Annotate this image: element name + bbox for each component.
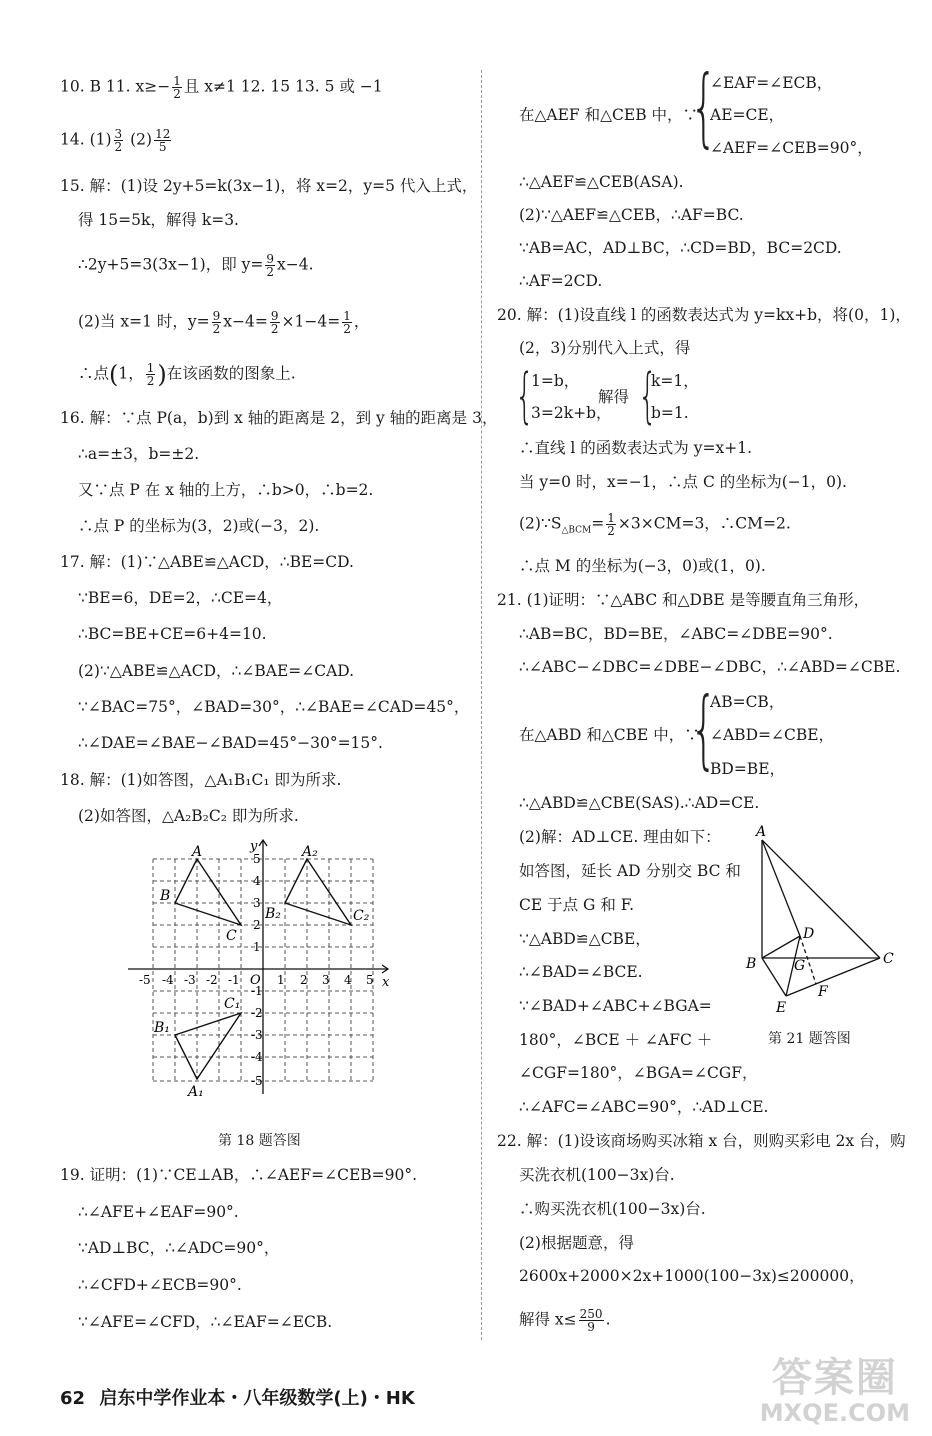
answer-line: ∴点 M 的坐标为(−3，0)或(1，0). [519,557,766,575]
svg-text:5: 5 [253,852,261,866]
brace-icon: { [638,361,658,431]
label-c: C [883,951,894,967]
triangle-a1b1c1 [175,1013,241,1079]
answer-line: ∴直线 l 的函数表达式为 y=x+1. [519,439,753,457]
answer-line: ∵BE=6，DE=2，∴CE=4， [78,589,283,607]
fraction: $\frac{1}{2}$ [343,309,351,336]
svg-text:A₁: A₁ [188,1084,204,1100]
y-tick-labels [251,852,263,1088]
svg-text:2: 2 [253,918,261,932]
label-d: D [803,926,815,942]
answer-line: (2)如答图，△A₂B₂C₂ 即为所求. [78,807,299,825]
fraction: $\frac{1}{2}$ [173,74,181,101]
figure-18-caption: 第 18 题答图 [218,1133,301,1149]
label-a: A [756,824,767,840]
book-title: 启东中学作业本・八年级数学(上)・HK [99,1388,415,1409]
figure-18-grid [120,832,410,1112]
answer-line: 2600x+2000×2x+1000(100−3x)≤200000， [519,1267,865,1285]
answer-line: ∴∠ABC−∠DBC=∠DBE−∠DBC，∴∠ABD=∠CBE. [519,658,901,676]
svg-text:-1: -1 [228,973,240,987]
svg-text:-2: -2 [206,973,218,987]
svg-text:2: 2 [300,973,308,987]
label-f: F [818,984,828,1000]
svg-text:1: 1 [253,940,261,954]
fraction: $\frac{1}{2}$ [607,511,615,538]
origin-label: O [250,973,261,988]
answer-line-14: 14. (1) $\frac{3}{2}$ (2) $\frac{12}{5}$ [60,127,171,154]
svg-text:-3: -3 [251,1028,263,1042]
svg-text:A: A [192,844,203,860]
label-e: E [776,1000,787,1016]
answer-line: 16. 解：∵点 P(a，b)到 x 轴的距离是 2，到 y 轴的距离是 3， [60,409,498,427]
svg-text:-3: -3 [184,973,196,987]
answer-line: ∵△ABD≌△CBE， [519,930,651,948]
answer-line: AB=CB， [710,693,785,711]
svg-text:4: 4 [344,973,352,987]
brace-icon: { [690,679,718,779]
segment-bd [762,936,800,958]
svg-text:A₂: A₂ [302,844,318,860]
answer-line: BD=BE， [710,760,786,778]
answer-line: (2)解：AD⊥CE. 理由如下： [519,828,721,846]
y-axis-label: y [250,839,258,854]
answer-line: 在△AEF 和△CEB 中，∵ [519,106,699,124]
svg-text:B: B [160,888,171,904]
answer-line: b=1. [651,404,689,422]
fraction: $\frac{9}{2}$ [212,309,221,336]
answer-line: (2)∵△ABE≌△ACD，∴∠BAE=∠CAD. [78,662,355,680]
answer-line: ∠ABD=∠CBE， [710,726,835,744]
answer-line: ∵AB=AC，AD⊥BC，∴CD=BD，BC=2CD. [519,239,842,257]
answer-line: $(2)\because S_{\triangle BCM}=$ $\frac{1}{2}$ ×3×CM=3，∴CM=2. [519,511,791,538]
figure-21-caption: 第 21 题答图 [768,1031,851,1047]
answer-line: AE=CE， [710,106,785,124]
answer-line: 在△ABD 和△CBE 中，∵ [519,726,700,744]
answer-line: ∴AF=2CD. [519,272,603,290]
answer-line: ∴2y+5=3(3x−1)，即 y= $\frac{9}{2}$ x−4. [78,252,314,279]
figure-21 [740,818,910,1018]
answer-line: ∴购买洗衣机(100−3x)台. [519,1200,706,1218]
svg-text:C: C [226,928,237,944]
answer-line: 17. 解：(1)∵△ABE≌△ACD，∴BE=CD. [60,553,354,571]
answer-line: (2)根据题意，得 [519,1234,634,1252]
svg-text:1: 1 [277,973,285,987]
svg-text:B₂: B₂ [265,906,281,922]
answer-line: 18. 解：(1)如答图，△A₁B₁C₁ 即为所求. [60,771,342,789]
answer-line: 21. (1)证明：∵△ABC 和△DBE 是等腰直角三角形， [497,591,870,609]
answer-line: 1=b， [531,372,580,390]
answer-line: ∵∠AFE=∠CFD，∴∠EAF=∠ECB. [78,1313,333,1331]
brace-icon: { [690,57,718,157]
label-g: G [794,958,806,974]
fraction: $\frac{12}{5}$ [155,127,171,154]
fraction: $\frac{250}{9}$ [579,1307,603,1334]
answer-line: ∠EAF=∠ECB， [710,74,833,92]
answer-line: ∴AB=BC，BD=BE，∠ABC=∠DBE=90°. [519,625,833,643]
svg-text:-5: -5 [251,1074,263,1088]
answer-line: (2)∵△AEF≌△CEB，∴AF=BC. [519,206,744,224]
segment-ac [762,840,880,958]
triangle-abc [175,859,241,925]
svg-text:-2: -2 [251,1006,263,1020]
answer-line: ∠AEF=∠CEB=90°， [710,139,873,157]
answer-line: k=1， [651,372,699,390]
svg-text:-4: -4 [251,1050,263,1064]
answer-line: ∵∠BAD+∠ABC+∠BGA= [519,997,712,1015]
svg-text:B₁: B₁ [154,1020,170,1036]
answer-line: 得 15=5k，解得 k=3. [78,211,239,229]
fraction: $\frac{9}{2}$ [266,252,275,279]
answer-line: 15. 解：(1)设 2y+5=k(3x−1)，将 x=2，y=5 代入上式， [60,177,478,195]
svg-text:3: 3 [322,973,330,987]
answer-line: 20. 解：(1)设直线 l 的函数表达式为 y=kx+b，将(0，1)， [497,306,911,324]
fraction: $\frac{3}{2}$ [114,127,123,154]
x-axis-label: x [382,975,390,990]
segment-be [762,958,786,996]
answer-line: ∴a=±3，b=±2. [78,445,200,463]
svg-text:C₁: C₁ [224,996,241,1012]
brace-icon: { [515,361,535,431]
answer-line: ∴△ABD≌△CBE(SAS).∴AD=CE. [519,794,760,812]
label-b: B [746,956,757,972]
svg-text:C₂: C₂ [353,908,370,924]
answer-line: 买洗衣机(100−3x)台. [519,1166,675,1184]
answer-line-10-13: 10. B 11. x≥− $\frac{1}{2}$ 且 x≠1 12. 15 13. 5 或 −1 [60,74,383,101]
answer-line: (2)当 x=1 时，y= $\frac{9}{2}$ x−4= $\frac{9}{2}$ ×1−4= $\frac{1}{2}$ ， [78,309,370,336]
answer-line: 3=2k+b， [531,404,612,422]
svg-text:-5: -5 [139,973,151,987]
svg-text:4: 4 [253,874,261,888]
triangle-a2b2c2 [285,859,351,925]
answer-line: ∴∠DAE=∠BAE−∠BAD=45°−30°=15°. [78,734,383,752]
page-footer [60,1384,415,1410]
answer-line: ∴点 P 的坐标为(3，2)或(−3，2). [78,517,320,535]
answer-line: ∠CGF=180°，∠BGA=∠CGF， [519,1064,758,1082]
page-number: 62 [60,1388,86,1409]
answer-line: ∴∠AFE+∠EAF=90°. [78,1203,239,1221]
answer-line: CE 于点 G 和 F. [519,896,635,914]
answer-line: ∴∠BAD=∠BCE. [519,963,643,981]
answer-line: 又∵点 P 在 x 轴的上方，∴b>0，∴b=2. [78,481,374,499]
svg-text:5: 5 [366,973,374,987]
answer-line: ∵∠BAC=75°，∠BAD=30°，∴∠BAE=∠CAD=45°， [78,698,470,716]
segment-ad [762,840,800,936]
answer-line: 解得 [598,388,630,406]
answer-line: ∴点(1， $\frac{1}{2}$ )在该函数的图象上. [78,360,296,389]
answer-line: 19. 证明：(1)∵CE⊥AB，∴∠AEF=∠CEB=90°. [60,1166,418,1184]
answer-line: ∴BC=BE+CE=6+4=10. [78,625,267,643]
answer-line: ∵AD⊥BC，∴∠ADC=90°， [78,1239,280,1257]
answer-line: 22. 解：(1)设该商场购买冰箱 x 台，则购买彩电 2x 台，购 [497,1132,906,1150]
answer-line: ∴∠CFD+∠ECB=90°. [78,1276,242,1294]
answer-line: 如答图，延长 AD 分别交 BC 和 [519,862,741,880]
fraction: $\frac{1}{2}$ [146,361,155,388]
answer-line: ∴∠AFC=∠ABC=90°，∴AD⊥CE. [519,1098,769,1116]
svg-text:3: 3 [253,896,261,910]
answer-line: (2，3)分别代入上式，得 [519,339,691,357]
fraction: $\frac{9}{2}$ [270,309,279,336]
svg-text:-4: -4 [162,973,174,987]
column-divider [481,70,482,1340]
answer-line: 180°，∠BCE ＋ ∠AFC ＋ [519,1031,713,1049]
answer-line: 当 y=0 时，x=−1，∴点 C 的坐标为(−1，0). [519,473,847,491]
answer-line: 解得 x≤ $\frac{250}{9}$ . [519,1307,611,1334]
svg-text:-1: -1 [251,984,263,998]
watermark-logo: 答案圈 MXQE.COM [759,1355,910,1427]
answer-line: ∴△AEF≌△CEB(ASA). [519,173,684,191]
